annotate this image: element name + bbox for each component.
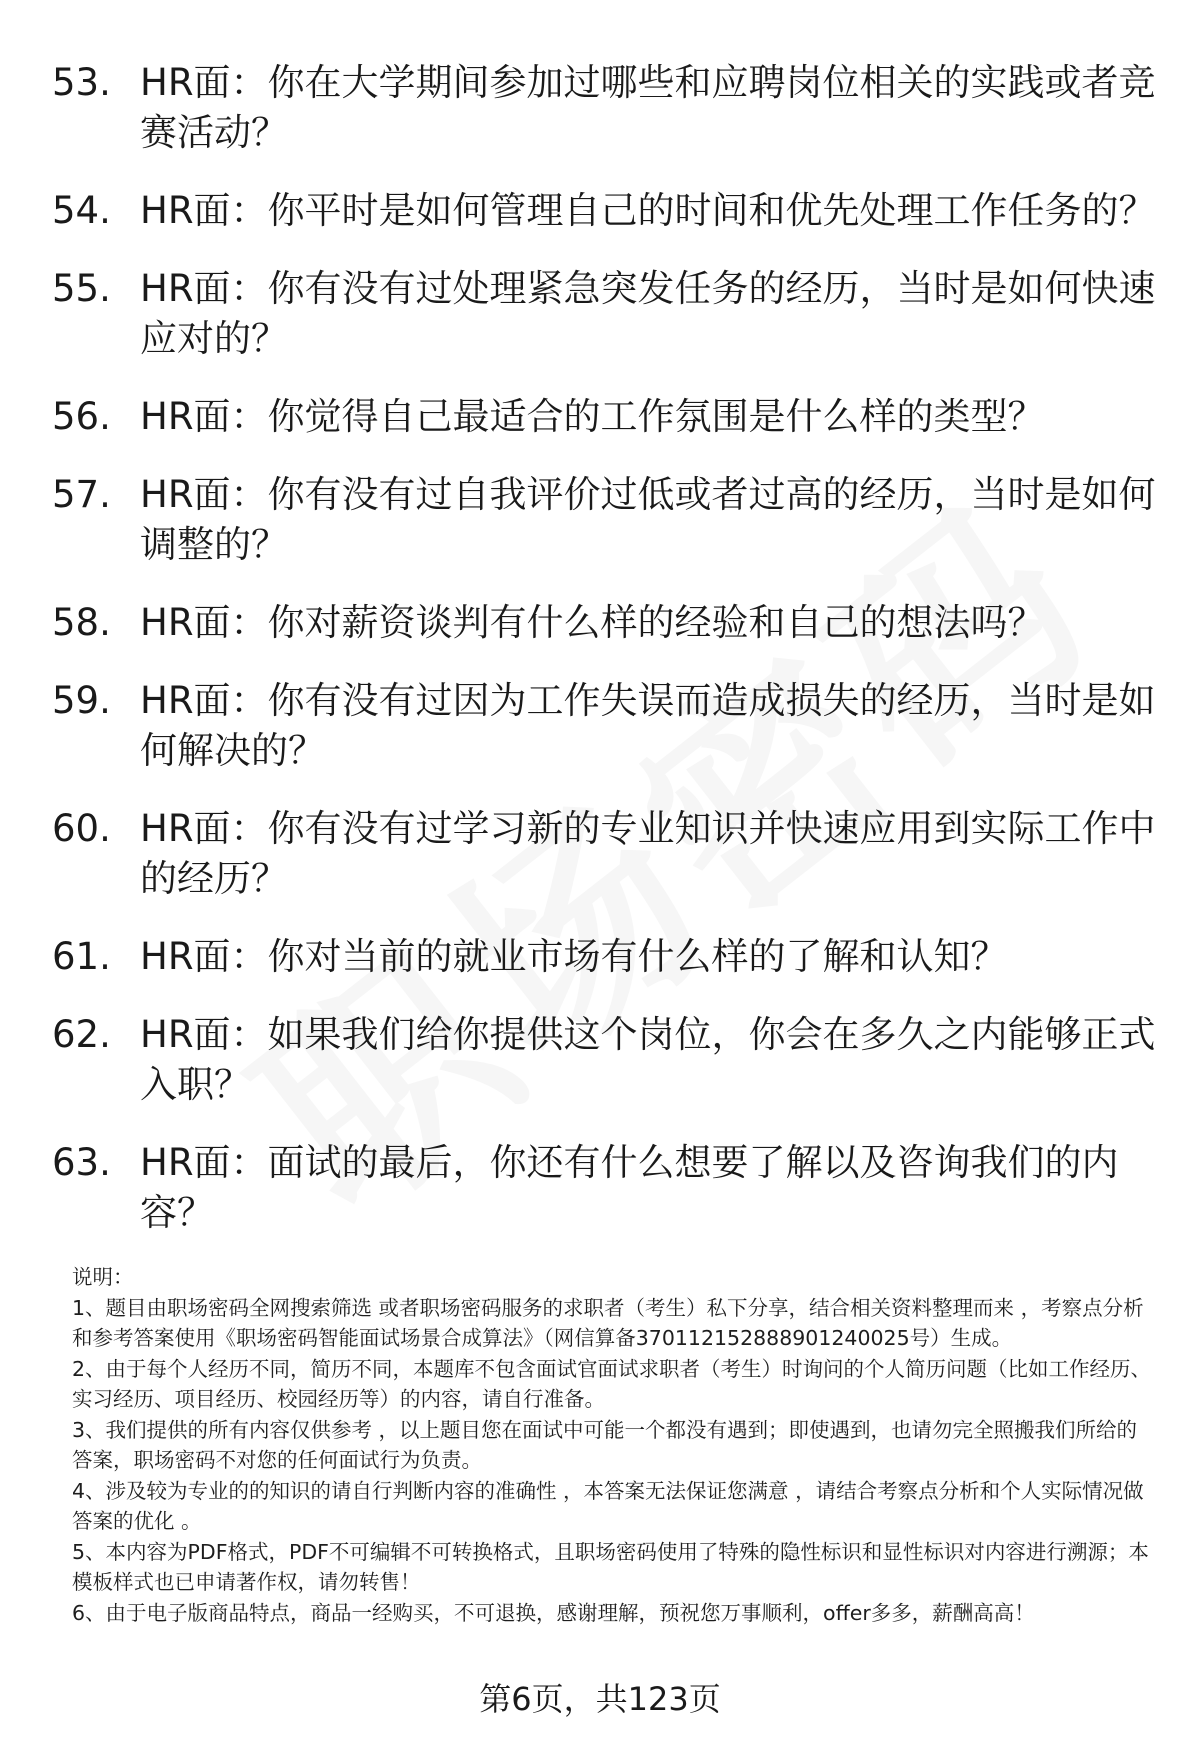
question-number: 59. (52, 679, 111, 722)
question-item (52, 58, 1162, 158)
question-item (52, 932, 1162, 982)
question-text: HR面：面试的最后，你还有什么想要了解以及咨询我们的内容？ (140, 1141, 1119, 1234)
note-item: 1、题目由职场密码全网搜索筛选 或者职场密码服务的求职者（考生）私下分享，结合相关资料整理而来 ，考察点分析和参考答案使用《职场密码智能面试场景合成算法》（网信算备370112152888901240025号）生成。 (72, 1295, 1144, 1350)
question-item (52, 1010, 1162, 1110)
question-number: 53. (52, 61, 111, 104)
question-item (52, 598, 1162, 648)
page-indicator: 第6页，共123页 (479, 1680, 721, 1718)
note-item: 4、涉及较为专业的的知识的请自行判断内容的准确性 ，本答案无法保证您满意 ，请结合考察点分析和个人实际情况做答案的优化 。 (72, 1478, 1144, 1533)
question-number: 57. (52, 473, 111, 516)
notes-heading: 说明： (72, 1265, 134, 1289)
question-number: 60. (52, 807, 111, 850)
notes-section (72, 1262, 1157, 1628)
question-text: HR面：你对当前的就业市场有什么样的了解和认知？ (140, 935, 1008, 978)
question-item (52, 186, 1162, 236)
note-item: 2、由于每个人经历不同，简历不同，本题库不包含面试官面试求职者（考生）时询问的个人简历问题（比如工作经历、实习经历、项目经历、校园经历等）的内容，请自行准备。 (72, 1356, 1152, 1411)
question-text: HR面：你有没有过学习新的专业知识并快速应用到实际工作中的经历？ (140, 807, 1156, 900)
question-text: HR面：你觉得自己最适合的工作氛围是什么样的类型？ (140, 395, 1045, 438)
question-text: HR面：你有没有过因为工作失误而造成损失的经历，当时是如何解决的？ (140, 679, 1156, 772)
question-number: 56. (52, 395, 111, 438)
note-item: 6、由于电子版商品特点，商品一经购买，不可退换，感谢理解，预祝您万事顺利，offer多多，薪酬高高！ (72, 1600, 1035, 1625)
question-number: 58. (52, 601, 111, 644)
question-text: HR面：你有没有过处理紧急突发任务的经历，当时是如何快速应对的？ (140, 267, 1156, 360)
question-item (52, 264, 1162, 364)
question-list (52, 58, 1162, 1266)
question-item (52, 804, 1162, 904)
question-item (52, 392, 1162, 442)
question-item (52, 1138, 1162, 1238)
note-item: 5、本内容为PDF格式，PDF不可编辑不可转换格式，且职场密码使用了特殊的隐性标识和显性标识对内容进行溯源；本模板样式也已申请著作权，请勿转售！ (72, 1539, 1149, 1594)
note-item: 3、我们提供的所有内容仅供参考 ，以上题目您在面试中可能一个都没有遇到；即使遇到，也请勿完全照搬我们所给的答案，职场密码不对您的任何面试行为负责。 (72, 1417, 1138, 1472)
question-number: 55. (52, 267, 111, 310)
question-text: HR面：你平时是如何管理自己的时间和优先处理工作任务的？ (140, 189, 1156, 232)
question-text: HR面：你在大学期间参加过哪些和应聘岗位相关的实践或者竞赛活动？ (140, 61, 1156, 154)
question-number: 54. (52, 189, 111, 232)
question-item (52, 676, 1162, 776)
question-number: 62. (52, 1013, 111, 1056)
question-text: HR面：如果我们给你提供这个岗位，你会在多久之内能够正式入职？ (140, 1013, 1156, 1106)
question-number: 63. (52, 1141, 111, 1184)
question-item (52, 470, 1162, 570)
question-text: HR面：你对薪资谈判有什么样的经验和自己的想法吗？ (140, 601, 1045, 644)
question-number: 61. (52, 935, 111, 978)
question-text: HR面：你有没有过自我评价过低或者过高的经历，当时是如何调整的？ (140, 473, 1156, 566)
